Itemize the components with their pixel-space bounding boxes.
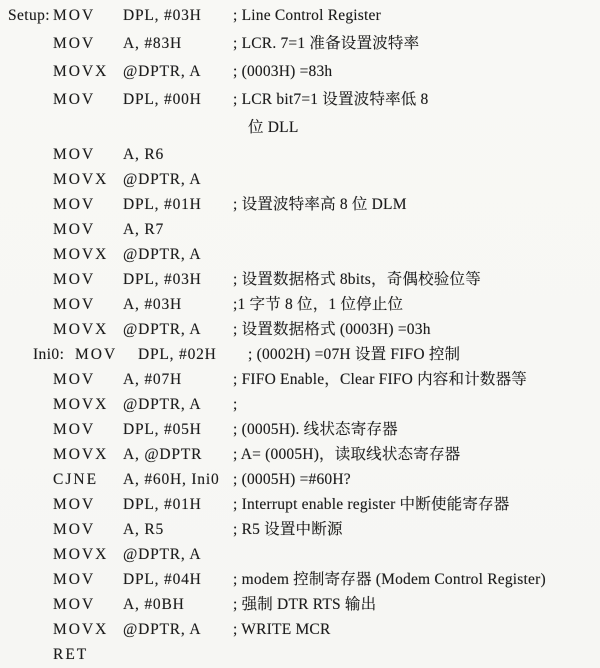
code-row [0, 342, 600, 367]
code-row [0, 617, 600, 642]
code-row [0, 217, 600, 242]
operands: DPL, #00H [123, 91, 202, 108]
opcode: MOV [53, 421, 96, 438]
opcode: MOV [53, 496, 96, 513]
opcode: MOV [53, 196, 96, 213]
comment: ; Line Control Register [233, 7, 381, 24]
operands: @DPTR, A [123, 321, 202, 338]
code-row [0, 417, 600, 442]
comment: ; FIFO Enable，Clear FIFO 内容和计数器等 [233, 371, 527, 388]
opcode: MOV [53, 371, 96, 388]
opcode: MOV [53, 596, 96, 613]
code-row [0, 467, 600, 492]
code-row [0, 317, 600, 342]
code-row [0, 267, 600, 292]
operands: @DPTR, A [123, 246, 202, 263]
operands: A, R6 [123, 146, 165, 163]
opcode: MOVX [53, 621, 109, 638]
operands: A, #0BH [123, 596, 185, 613]
operands: DPL, #02H [138, 346, 217, 363]
comment: ; LCR. 7=1 准备设置波特率 [233, 35, 420, 52]
comment: ; A= (0005H)，读取线状态寄存器 [233, 446, 461, 463]
comment: ;1 字节 8 位，1 位停止位 [233, 296, 404, 313]
comment: ; 设置数据格式 8bits，奇偶校验位等 [233, 271, 481, 288]
opcode: MOVX [53, 446, 109, 463]
opcode: MOV [53, 91, 96, 108]
operands: @DPTR, A [123, 546, 202, 563]
opcode: MOV [53, 35, 96, 52]
opcode: MOV [75, 346, 118, 363]
code-row [0, 592, 600, 617]
code-row [0, 567, 600, 592]
code-row [0, 58, 600, 86]
code-row [0, 2, 600, 30]
operands: A, #60H, Ini0 [123, 471, 220, 488]
code-label: Setup: [8, 7, 51, 24]
opcode: CJNE [53, 471, 99, 488]
code-row [0, 114, 600, 142]
comment: ; WRITE MCR [233, 621, 331, 638]
code-row [0, 167, 600, 192]
comment: ; LCR bit7=1 设置波特率低 8 [233, 91, 429, 108]
operands: A, R5 [123, 521, 165, 538]
opcode: MOV [53, 221, 96, 238]
opcode: MOVX [53, 246, 109, 263]
code-row [0, 517, 600, 542]
code-row [0, 442, 600, 467]
code-row [0, 392, 600, 417]
operands: DPL, #01H [123, 196, 202, 213]
opcode: MOVX [53, 171, 109, 188]
code-row [0, 242, 600, 267]
assembly-listing [0, 2, 600, 667]
code-label: Ini0: [33, 346, 65, 363]
opcode: MOV [53, 146, 96, 163]
code-row [0, 642, 600, 667]
comment: ; 设置数据格式 (0003H) =03h [233, 321, 431, 338]
opcode: MOV [53, 271, 96, 288]
operands: DPL, #03H [123, 271, 202, 288]
opcode: MOV [53, 521, 96, 538]
comment: ; [233, 396, 238, 413]
code-row [0, 142, 600, 167]
operands: DPL, #05H [123, 421, 202, 438]
code-row [0, 292, 600, 317]
operands: @DPTR, A [123, 621, 202, 638]
opcode: MOV [53, 296, 96, 313]
opcode: MOVX [53, 396, 109, 413]
comment: ; modem 控制寄存器 (Modem Control Register) [233, 571, 546, 588]
comment: ; (0003H) =83h [233, 63, 333, 80]
comment: ; (0005H) =#60H? [233, 471, 351, 488]
comment-continuation: 位 DLL [248, 119, 299, 136]
opcode: MOV [53, 7, 96, 24]
code-row [0, 192, 600, 217]
comment: ; R5 设置中断源 [233, 521, 343, 538]
code-row [0, 367, 600, 392]
comment: ; (0002H) =07H 设置 FIFO 控制 [248, 346, 461, 363]
comment: ; 强制 DTR RTS 输出 [233, 596, 377, 613]
comment: ; (0005H). 线状态寄存器 [233, 421, 398, 438]
operands: DPL, #01H [123, 496, 202, 513]
comment: ; 设置波特率高 8 位 DLM [233, 196, 407, 213]
operands: A, @DPTR [123, 446, 203, 463]
operands: @DPTR, A [123, 396, 202, 413]
operands: @DPTR, A [123, 171, 202, 188]
operands: @DPTR, A [123, 63, 202, 80]
operands: A, #03H [123, 296, 182, 313]
code-row [0, 542, 600, 567]
operands: A, R7 [123, 221, 165, 238]
comment: ; Interrupt enable register 中断使能寄存器 [233, 496, 510, 513]
opcode: MOV [53, 571, 96, 588]
code-row [0, 30, 600, 58]
opcode: RET [53, 646, 89, 663]
opcode: MOVX [53, 63, 109, 80]
code-row [0, 492, 600, 517]
operands: A, #83H [123, 35, 182, 52]
code-row [0, 86, 600, 114]
opcode: MOVX [53, 546, 109, 563]
operands: DPL, #04H [123, 571, 202, 588]
operands: DPL, #03H [123, 7, 202, 24]
opcode: MOVX [53, 321, 109, 338]
operands: A, #07H [123, 371, 182, 388]
